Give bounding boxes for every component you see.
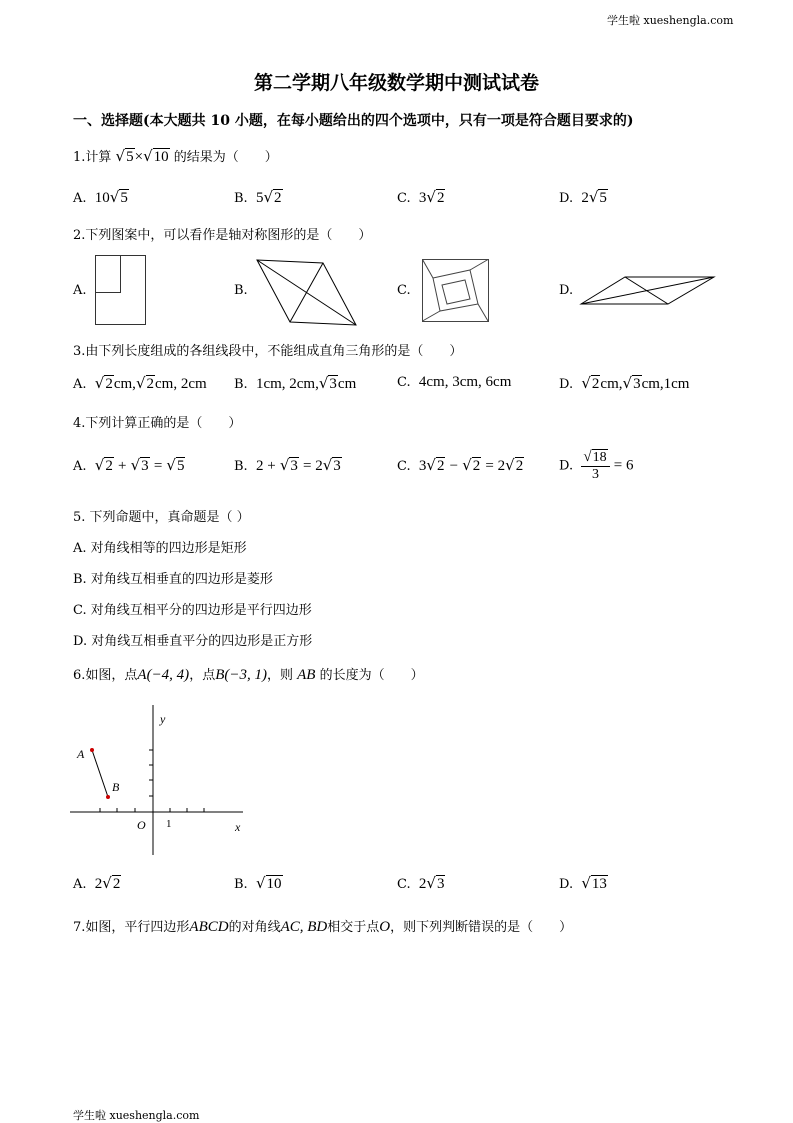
q2-figure-d [580,275,716,307]
q6-pre: 6.如图，点 [73,668,138,683]
q2-figure-a [95,255,147,327]
question-1 [73,146,278,166]
q6-mid2: ，则 [266,668,293,683]
point-a-marker [90,748,94,752]
section-heading: 一、选择题(本大题共 10 小题，在每小题给出的四个选项中，只有一项是符合题目要求的) [73,113,634,129]
q1-option-b[interactable]: B. 5√2 [234,188,282,206]
question-3: 3.由下列长度组成的各组线段中，不能组成直角三角形的是（ ） [73,344,463,359]
question-7 [73,916,572,936]
a-label: A [77,747,85,761]
q7-post: ，则下列判断错误的是（ ） [390,920,573,935]
point-b-marker [106,795,110,799]
q2-figure-c [422,259,490,323]
q3-option-c[interactable]: C. 4cm, 3cm, 6cm [397,374,512,390]
q1-pre: 1.计算 [73,150,112,165]
q5-option-c[interactable]: C. 对角线互相平分的四边形是平行四边形 [73,603,312,618]
q4-option-d[interactable]: D. $\frac{√18}{3}$ = 6 [559,449,634,482]
question-5: 5. 下列命题中，真命题是（ ） [73,510,250,525]
q1-radical-1: √5 [115,147,134,165]
header-site: 学生啦 xueshengla.com [607,14,734,27]
q4-option-c[interactable]: C. 3√2 − √2 = 2√2 [397,456,524,474]
question-4: 4.下列计算正确的是（ ） [73,416,242,431]
one-label: 1 [166,818,172,830]
q6-point-a: A(−4, 4) [137,667,190,683]
footer-site: 学生啦 xueshengla.com [73,1109,200,1122]
q2-figure-b [256,258,358,326]
q5-option-a[interactable]: A. 对角线相等的四边形是矩形 [73,541,247,556]
q2-option-d[interactable]: D. [559,283,574,298]
q5-option-b[interactable]: B. 对角线互相垂直的四边形是菱形 [73,572,273,587]
q4-option-b[interactable]: B. 2 + √3 = 2√3 [234,456,341,474]
q7-mid: 的对角线 [228,920,281,935]
page-title: 第二学期八年级数学期中测试试卷 [253,72,539,94]
q6-point-b: B(−3, 1) [215,667,267,683]
q6-post: 的长度为（ ） [319,668,424,683]
q1-option-c[interactable]: C. 3√2 [397,188,445,206]
q1-times: × [134,149,144,165]
q6-option-d[interactable]: D. √13 [559,874,607,892]
question-2: 2.下列图案中，可以看作是轴对称图形的是（ ） [73,228,372,243]
q6-option-b[interactable]: B. √10 [234,874,282,892]
q2-option-b[interactable]: B. [234,283,248,298]
origin-label: O [137,818,146,832]
question-6 [73,664,424,684]
q1-radical-2: √10 [143,147,169,165]
q6-option-a[interactable]: A. 2√2 [73,874,121,892]
q1-option-a[interactable]: A. 10√5 [73,188,128,206]
q3-option-b[interactable]: B. 1cm, 2cm,√3cm [234,374,357,392]
q7-abcd: ABCD [189,919,229,935]
q6-ab: AB [297,667,316,683]
segment-ab [92,750,108,797]
x-label: x [235,820,241,834]
q6-option-c[interactable]: C. 2√3 [397,874,445,892]
q6-coordinate-graph [70,705,250,860]
y-label: y [160,712,166,726]
q3-option-a[interactable]: A. √2cm,√2cm, 2cm [73,374,207,392]
q2-option-a[interactable]: A. [73,283,87,298]
q5-option-d[interactable]: D. 对角线互相垂直平分的四边形是正方形 [73,634,313,649]
q1-option-d[interactable]: D. 2√5 [559,188,607,206]
q7-pre: 7.如图，平行四边形 [73,920,190,935]
q7-acbd: AC, BD [280,919,328,935]
q7-o: O [379,919,391,935]
b-label: B [112,780,120,794]
q4-option-a[interactable]: A. √2 + √3 = √5 [73,456,185,474]
q1-post: 的结果为（ ） [173,150,278,165]
q6-mid: ，点 [189,668,216,683]
q7-mid2: 相交于点 [327,920,380,935]
q3-option-d[interactable]: D. √2cm,√3cm,1cm [559,374,690,392]
q2-option-c[interactable]: C. [397,283,411,298]
